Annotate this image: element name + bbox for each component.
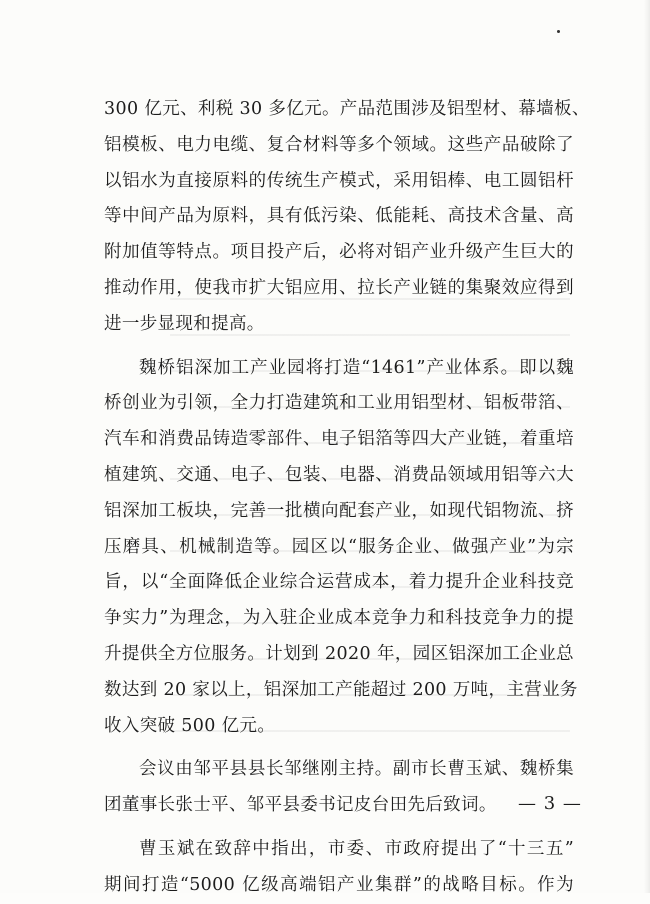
text-line: 推动作用，使我市扩大铝应用、拉长产业链的集聚效应得到 <box>104 277 574 298</box>
scan-edge <box>644 0 650 893</box>
text-line: 铝模板、电力电缆、复合材料等多个领域。这些产品破除了 <box>104 134 574 155</box>
text-line: 魏桥铝深加工产业园将打造“1461”产业体系。即以魏 <box>139 357 574 378</box>
scan-speck <box>557 30 560 33</box>
text-line: 压磨具、机械制造等。园区以“服务企业、做强产业”为宗 <box>104 536 574 557</box>
text-line: 附加值等特点。项目投产后，必将对铝产业升级产生巨大的 <box>104 242 574 263</box>
paragraph-1 <box>104 92 590 343</box>
text-line: 以铝水为直接原料的传统生产模式，采用铝棒、电工圆铝杆 <box>104 170 574 191</box>
text-line: 会议由邹平县县长邹继刚主持。副市长曹玉斌、魏桥集 <box>139 759 574 780</box>
text-line: 团董事长张士平、邹平县委书记皮台田先后致词。 <box>104 795 497 816</box>
text-line: 植建筑、交通、电子、包装、电器、消费品领域用铝等六大 <box>104 464 574 485</box>
paragraph-3 <box>104 752 574 824</box>
body-text <box>104 92 590 904</box>
paragraph-2 <box>104 351 578 745</box>
page-number: — 3 — <box>518 793 582 814</box>
text-line: 铝深加工板块，完善一批横向配套产业，如现代铝物流、挤 <box>104 500 574 521</box>
text-line: 300 亿元、利税 30 多亿元。产品范围涉及铝型材、幕墙板、 <box>104 99 590 119</box>
text-line: 桥创业为引领，全力打造建筑和工业用铝型材、铝板带箔、 <box>104 393 574 414</box>
text-line: 旨，以“全面降低企业综合运营成本，着力提升企业科技竞 <box>104 572 574 593</box>
text-line: 数达到 20 家以上，铝深加工产能超过 200 万吨，主营业务 <box>104 679 578 700</box>
text-line: 收入突破 500 亿元。 <box>104 715 276 736</box>
text-line: 曹玉斌在致辞中指出，市委、市政府提出了“十三五” <box>139 838 574 859</box>
text-line: 争实力”为理念，为入驻企业成本竞争力和科技竞争力的提 <box>104 608 574 629</box>
text-line: 汽车和消费品铸造零部件、电子铝箔等四大产业链，着重培 <box>104 429 574 450</box>
text-line: 期间打造“5000 亿级高端铝产业集群”的战略目标。作为 <box>104 874 574 895</box>
text-line: 升提供全方位服务。计划到 2020 年，园区铝深加工企业总 <box>104 643 574 664</box>
text-line: 进一步显现和提高。 <box>104 313 265 334</box>
text-line: 等中间产品为原料，具有低污染、低能耗、高技术含量、高 <box>104 206 574 227</box>
